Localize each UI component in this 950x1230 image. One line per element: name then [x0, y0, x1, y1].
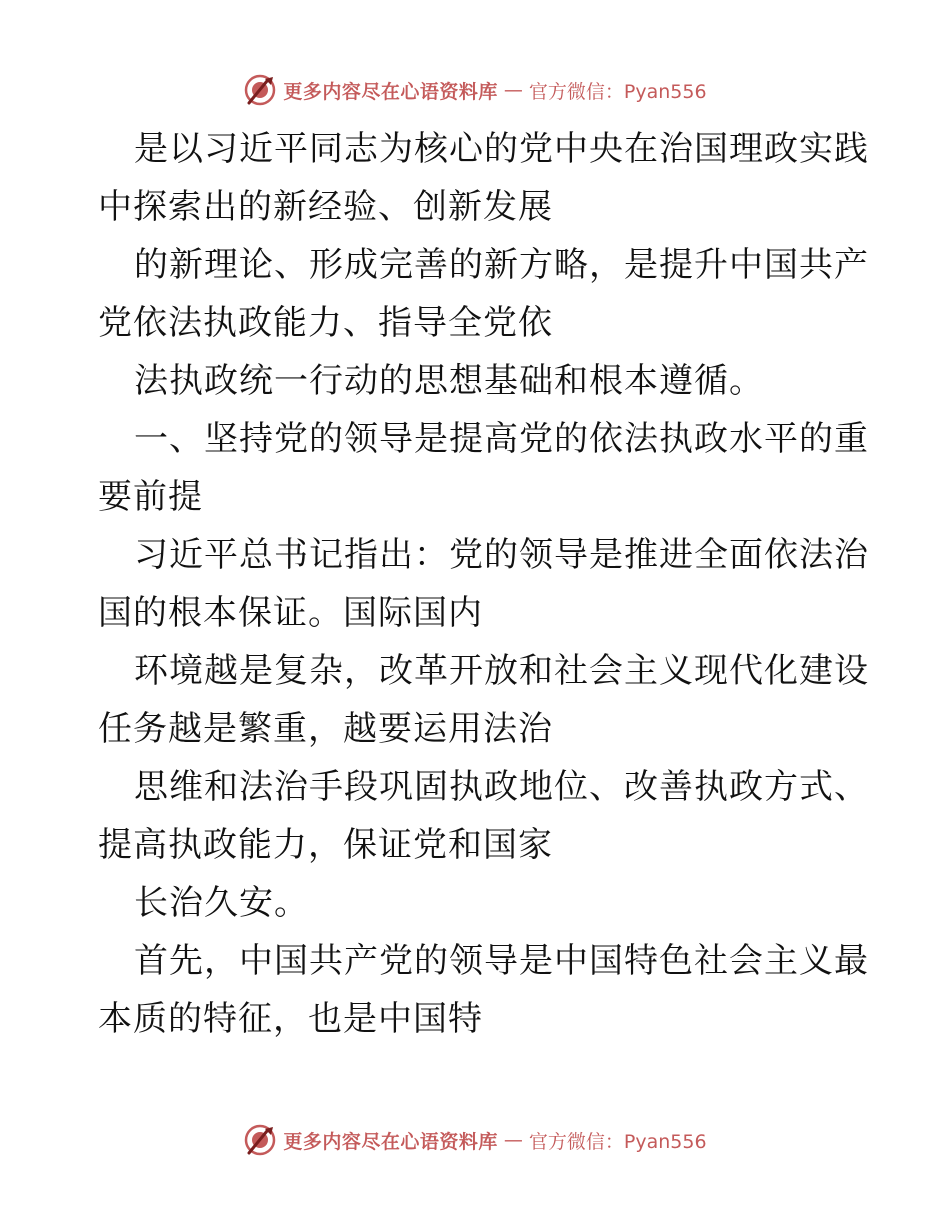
text-line: 的新理论、形成完善的新方略，是提升中国共产: [134, 245, 869, 285]
text-line: 思维和法治手段巩固执政地位、改善执政方式、: [134, 767, 869, 807]
watermark-separator: —: [503, 1129, 523, 1151]
text-line: 提高执政能力，保证党和国家: [98, 825, 553, 865]
text-line: 是以习近平同志为核心的党中央在治国理政实践: [134, 129, 869, 169]
text-line: 一、坚持党的领导是提高党的依法执政水平的重: [134, 419, 869, 459]
watermark-text: 更多内容尽在心语资料库: [283, 80, 498, 103]
text-line: 任务越是繁重，越要运用法治: [98, 709, 553, 749]
footer-watermark: [0, 1120, 950, 1160]
text-line: 中探索出的新经验、创新发展: [98, 187, 553, 227]
text-line: 要前提: [98, 477, 203, 517]
watermark-text: 更多内容尽在心语资料库: [283, 1130, 498, 1153]
text-line: 环境越是复杂，改革开放和社会主义现代化建设: [134, 651, 869, 691]
watermark-account: 官方微信：Pyan556: [528, 1130, 707, 1153]
watermark-separator: —: [503, 79, 523, 101]
text-line: 首先，中国共产党的领导是中国特色社会主义最: [134, 941, 869, 981]
text-line: 法执政统一行动的思想基础和根本遵循。: [134, 361, 764, 401]
quill-logo-icon: [243, 73, 277, 107]
header-watermark: [0, 70, 950, 110]
watermark-account: 官方微信：Pyan556: [528, 80, 707, 103]
text-line: 本质的特征，也是中国特: [98, 999, 483, 1039]
text-line: 国的根本保证。国际国内: [98, 593, 483, 633]
text-line: 习近平总书记指出：党的领导是推进全面依法治: [134, 535, 869, 575]
quill-logo-icon: [243, 1123, 277, 1157]
text-line: 长治久安。: [134, 883, 309, 923]
document-body: [98, 120, 869, 1048]
text-line: 党依法执政能力、指导全党依: [98, 303, 553, 343]
